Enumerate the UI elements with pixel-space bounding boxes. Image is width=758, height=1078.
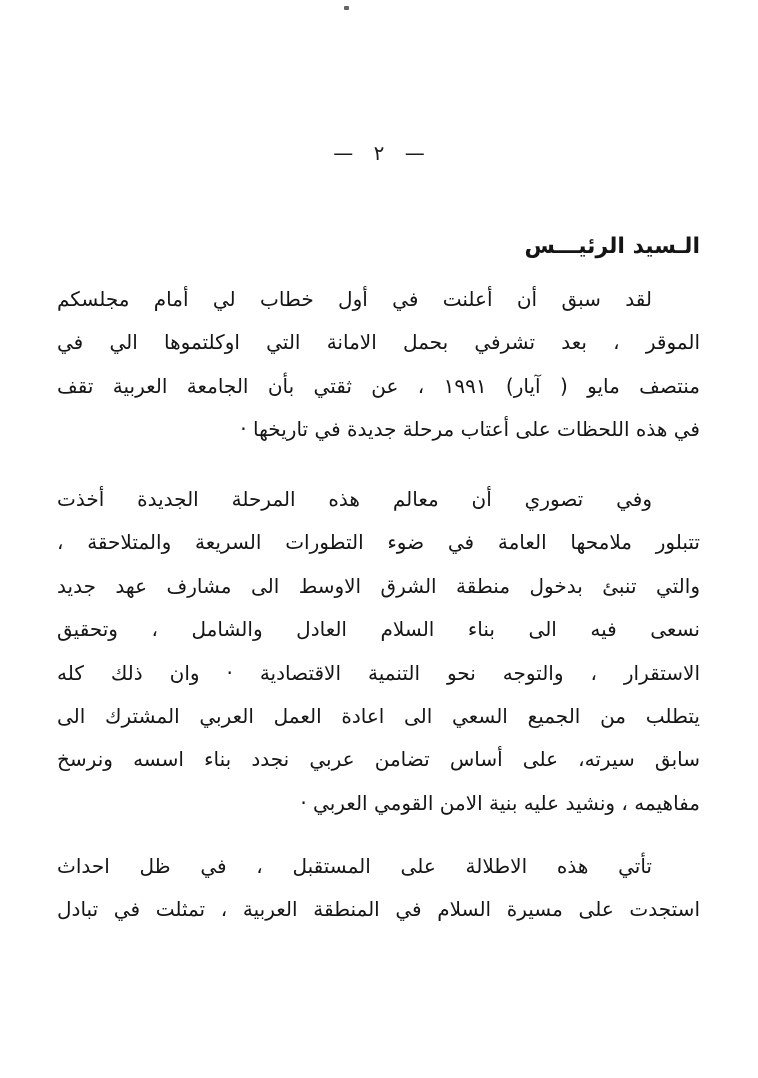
text-line: تتبلور ملامحها العامة في ضوء التطورات السريعة والمتلاحقة ، <box>57 530 700 555</box>
text-line: نسعى فيه الى بناء السلام العادل والشامل ، وتحقيق <box>57 617 700 642</box>
text-line: منتصف مايو ( آيار) ١٩٩١ ، عن ثقتي بأن الجامعة العربية تقف <box>57 373 701 398</box>
text-line: استجدت على مسيرة السلام في المنطقة العربية ، تمثلت في تبادل <box>57 897 700 922</box>
text-line: والتي تنبئ بدخول منطقة الشرق الاوسط الى مشارف عهد جديد <box>57 573 700 598</box>
salutation-heading: الـسيد الرئيـــس <box>524 234 700 259</box>
text-line: في هذه اللحظات على أعتاب مرحلة جديدة في تاريخها · <box>240 417 700 442</box>
paragraph-3 <box>57 845 700 932</box>
text-line: يتطلب من الجميع السعي الى اعادة العمل العربي المشترك الى <box>57 703 700 728</box>
page-number: — ٢ — <box>333 141 425 165</box>
paragraph-1 <box>57 278 700 452</box>
scan-artifact-dot <box>344 6 349 10</box>
text-line: وفي تصوري أن معالم هذه المرحلة الجديدة أخذت <box>57 487 652 511</box>
text-line: الاستقرار ، والتوجه نحو التنمية الاقتصادية · وان ذلك كله <box>57 660 700 685</box>
text-line: مفاهيمه ، ونشيد عليه بنية الامن القومي العربي · <box>300 790 700 815</box>
text-line: الموقر ، بعد تشرفي بحمل الامانة التي اوكلتموها الي في <box>57 330 700 355</box>
text-line: سابق سيرته، على أساس تضامن عربي نجدد بناء اسسه ونرسخ <box>57 747 700 772</box>
text-line: لقد سبق أن أعلنت في أول خطاب لي أمام مجلسكم <box>57 287 652 311</box>
paragraph-2 <box>57 478 700 825</box>
text-line: تأتي هذه الاطلالة على المستقبل ، في ظل احداث <box>57 854 652 878</box>
